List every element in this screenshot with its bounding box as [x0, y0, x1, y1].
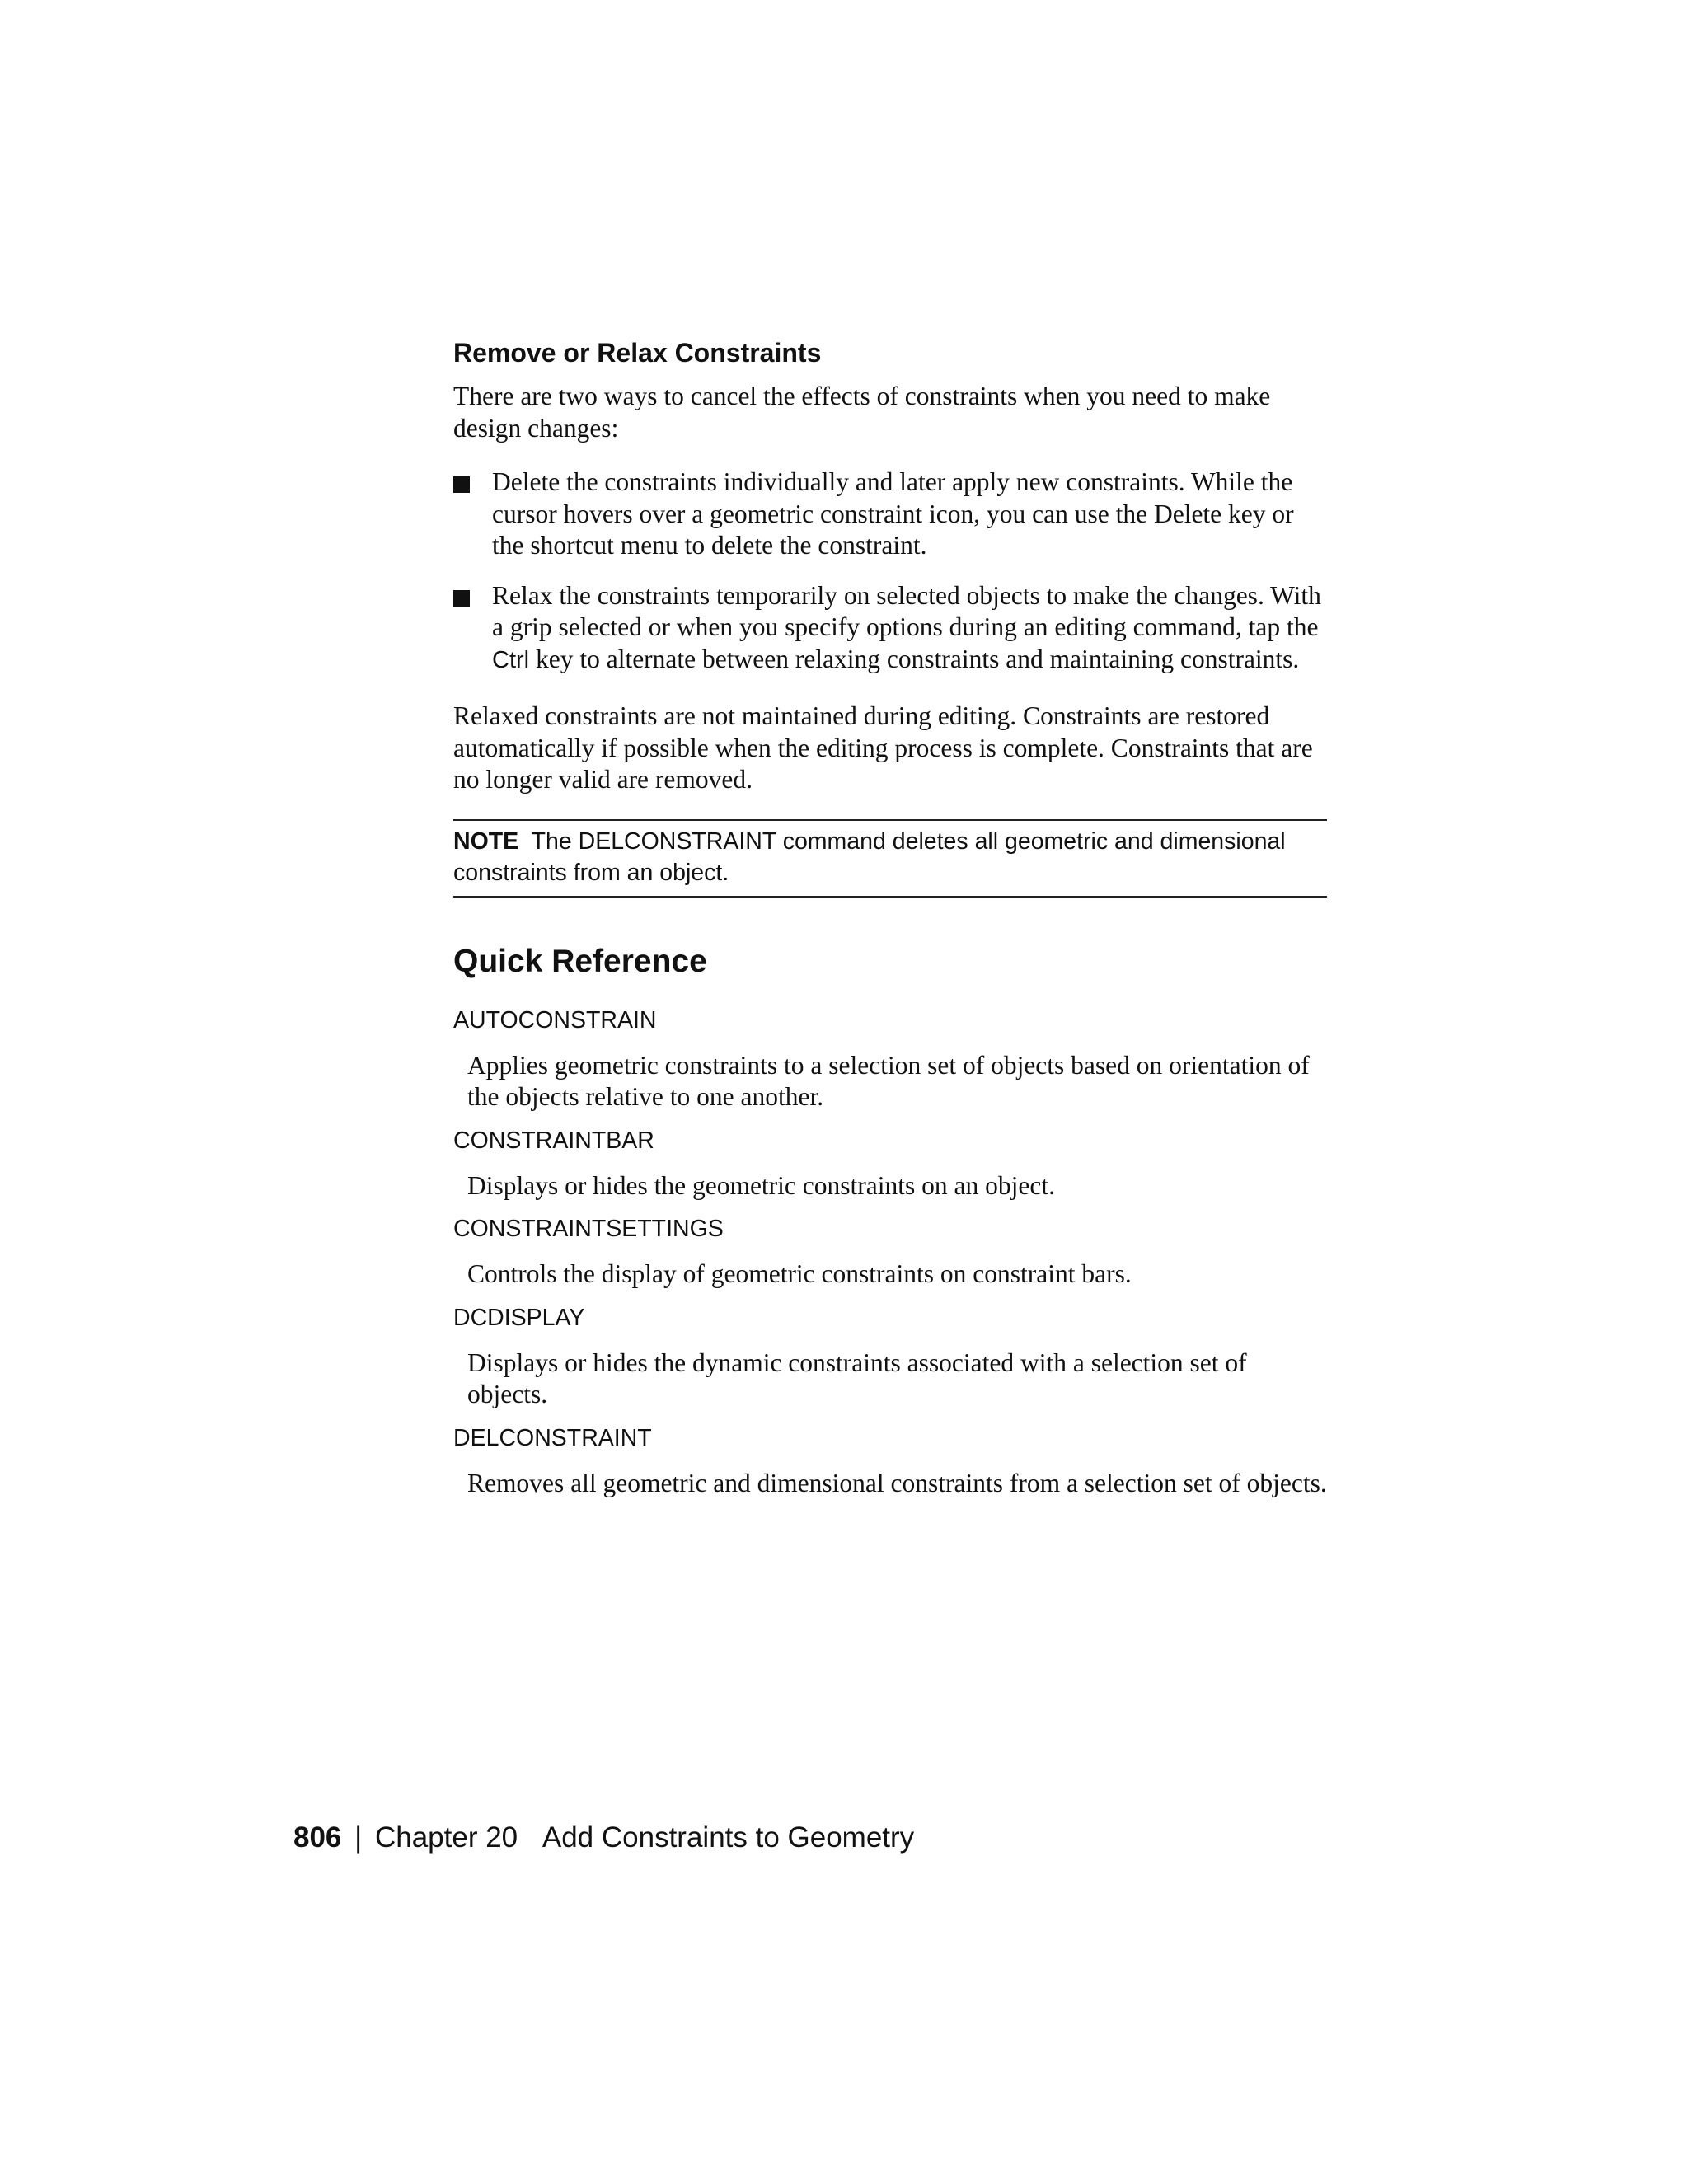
- command-name: DELCONSTRAINT: [453, 1424, 652, 1451]
- intro-paragraph: There are two ways to cancel the effects of constraints when you need to make design changes:: [453, 382, 1271, 443]
- bullet-list: [453, 466, 1327, 676]
- command-name: AUTOCONSTRAIN: [453, 1006, 657, 1033]
- command-description: Displays or hides the geometric constraints on an object.: [467, 1170, 1055, 1200]
- note-text: The DELCONSTRAINT command deletes all geometric and dimensional constraints from an object.: [453, 827, 1286, 886]
- section-heading: Remove or Relax Constraints: [453, 338, 822, 368]
- square-bullet-icon: [453, 476, 470, 493]
- page-footer: [293, 1820, 914, 1856]
- command-name: CONSTRAINTSETTINGS: [453, 1216, 724, 1242]
- bullet-text: Relax the constraints temporarily on selected objects to make the changes. With a grip selected or when you specify options during an editing command, tap the: [492, 580, 1321, 641]
- page-content: [453, 336, 1327, 1511]
- command-description: Applies geometric constraints to a selection set of objects based on orientation of the objects relative to one another.: [467, 1050, 1310, 1111]
- bullet-text: key to alternate between relaxing constraints and maintaining constraints.: [535, 644, 1300, 673]
- square-bullet-icon: [453, 590, 470, 607]
- command-description: Displays or hides the dynamic constraints associated with a selection set of objects.: [467, 1347, 1247, 1408]
- bullet-text: Delete the constraints individually and later apply new constraints. While the cursor hovers over a geometric constraint icon, you can use the Delete key or the shortcut menu to delete the constraint.: [492, 467, 1294, 560]
- chapter-label: Chapter 20: [374, 1821, 518, 1854]
- bullet-item: [453, 466, 1327, 562]
- note-box: [453, 819, 1327, 898]
- footer-separator: |: [354, 1821, 363, 1854]
- note-label: NOTE: [453, 827, 519, 855]
- quick-reference-heading: Quick Reference: [453, 943, 707, 979]
- command-description: Controls the display of geometric constraints on constraint bars.: [467, 1259, 1132, 1288]
- bullet-item: [453, 580, 1327, 677]
- ctrl-key-label: Ctrl: [492, 646, 530, 673]
- command-description: Removes all geometric and dimensional constraints from a selection set of objects.: [467, 1468, 1327, 1497]
- chapter-title: Add Constraints to Geometry: [542, 1821, 915, 1854]
- command-name: DCDISPLAY: [453, 1304, 585, 1331]
- quick-reference-list: [453, 1005, 1327, 1500]
- command-name: CONSTRAINTBAR: [453, 1127, 654, 1154]
- page-number: 806: [293, 1821, 342, 1854]
- relaxed-paragraph: Relaxed constraints are not maintained during editing. Constraints are restored automatically if possible when the editing process is complete. Constraints that are no longer valid are removed.: [453, 701, 1313, 794]
